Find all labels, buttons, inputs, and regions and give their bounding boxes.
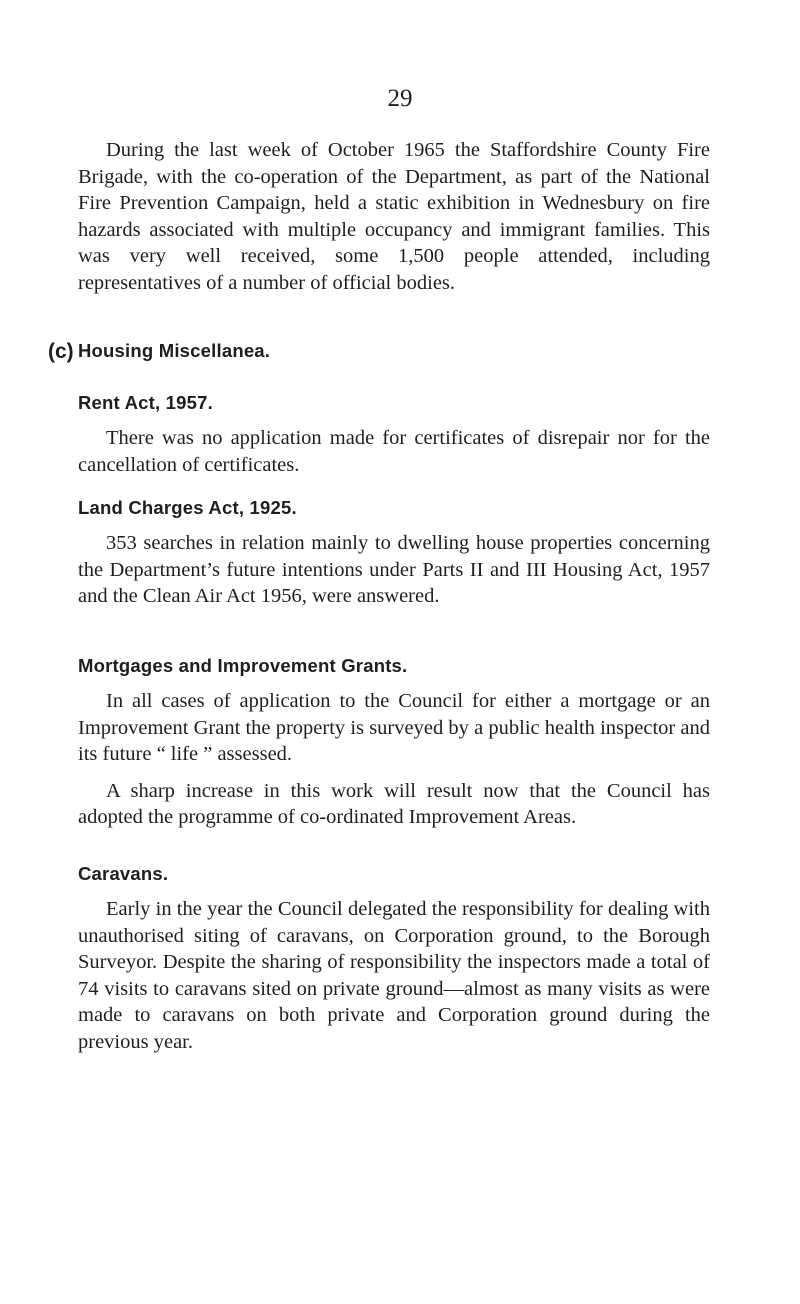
page-number: 29 [387, 85, 413, 112]
subsection-paragraph: Early in the year the Council delegated the responsibility for dealing with unauthorised siting of caravans, on Corporation ground, to the Borough Surveyor. Despite the sharing of responsibility the inspectors made a total of 74 visits to caravans sited on private ground—almost as many visits as were made to caravans on both private and Corporation ground during the previous year. [78, 898, 710, 1053]
subsection-heading: Caravans. [78, 863, 169, 884]
subsection-heading: Rent Act, 1957. [78, 392, 213, 413]
section-label: (c) [48, 340, 74, 363]
subsection-land-charges [78, 496, 710, 610]
intro-paragraph: During the last week of October 1965 the Staffordshire County Fire Brigade, with the co-operation of the Department, as part of the National Fire Prevention Campaign, held a static exhibition in Wednesbury on fire hazards associated with multiple occupancy and immigrant families. This was very well received, some 1,500 people attended, including representatives of a number of official bodies. [78, 139, 710, 294]
intro-block [78, 137, 710, 297]
subsection-paragraph: There was no application made for certificates of disrepair nor for the cancellation of certificates. [78, 427, 710, 476]
subsection-mortgages [78, 654, 710, 831]
subsection-caravans [78, 862, 710, 1056]
subsection-rent-act [78, 391, 710, 478]
section-title: Housing Miscellanea. [78, 340, 271, 361]
subsection-heading: Land Charges Act, 1925. [78, 497, 297, 518]
subsection-paragraph: 353 searches in relation mainly to dwelling house properties concerning the Department’s future intentions under Parts II and III Housing Act, 1957 and the Clean Air Act 1956, were answered. [78, 532, 710, 608]
subsection-paragraph: A sharp increase in this work will result now that the Council has adopted the programme of co-ordinated Improvement Areas. [78, 779, 710, 829]
subsection-heading: Mortgages and Improvement Grants. [78, 655, 408, 676]
subsection-paragraph: In all cases of application to the Council for either a mortgage or an Improvement Grant the property is surveyed by a public health inspector and its future “ life ” assessed. [78, 690, 710, 766]
